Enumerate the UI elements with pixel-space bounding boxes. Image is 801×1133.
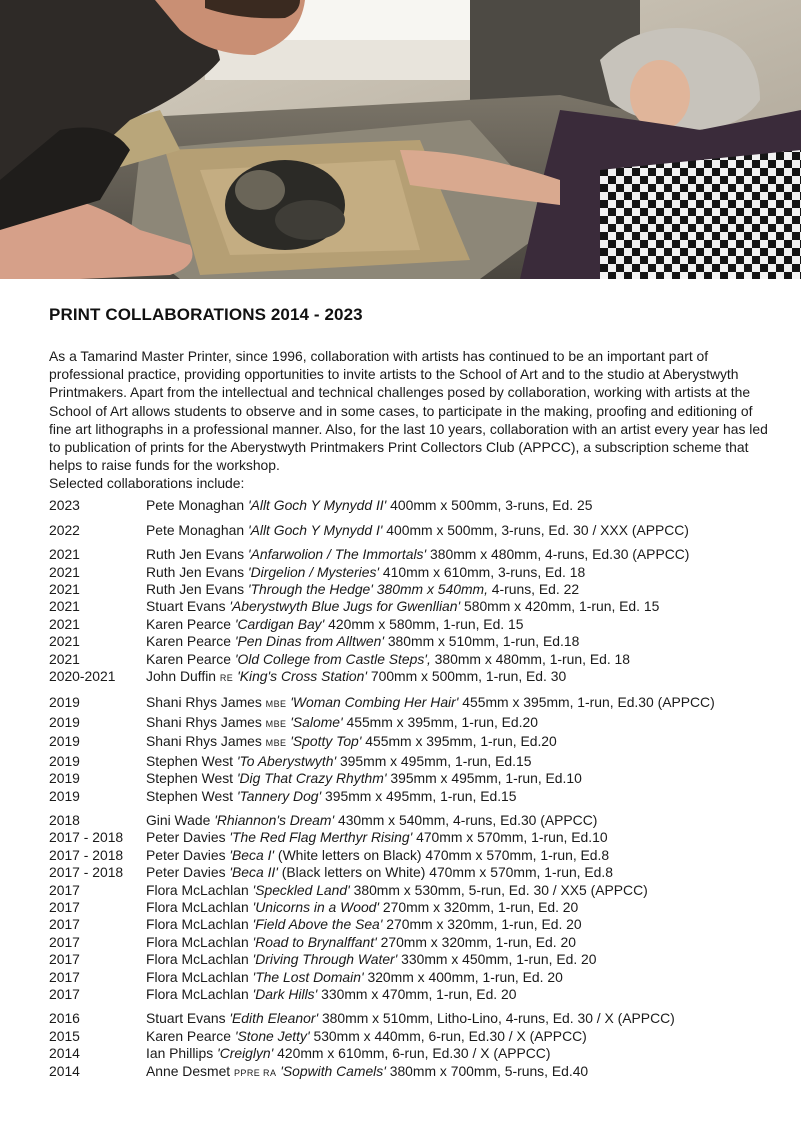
collab-description xyxy=(146,668,566,687)
collab-year: 2021 xyxy=(49,598,80,615)
collab-description xyxy=(146,934,576,951)
collab-year: 2019 xyxy=(49,713,80,730)
collab-description xyxy=(146,714,538,733)
collaboration-row xyxy=(49,1045,769,1062)
collab-details: 530mm x 440mm, 6-run, Ed.30 / X (APPCC) xyxy=(309,1027,587,1044)
collab-year: 2021 xyxy=(49,615,80,632)
collab-description xyxy=(146,598,659,615)
collab-year: 2014 xyxy=(49,1062,80,1079)
collab-details: (Black letters on White) 470mm x 570mm, 1-run, Ed.8 xyxy=(277,864,613,881)
collab-description xyxy=(146,694,715,713)
collaboration-row xyxy=(49,633,769,650)
collab-description xyxy=(146,564,585,581)
collab-artist: Karen Pearce xyxy=(146,633,231,650)
year-group xyxy=(49,694,769,804)
collab-title: 'Tannery Dog' xyxy=(236,787,322,804)
collab-honours: RE xyxy=(219,673,234,684)
collaboration-row xyxy=(49,770,769,787)
collaboration-row xyxy=(49,714,769,733)
collab-title: 'Road to Brynalffant' xyxy=(252,933,377,950)
collab-description xyxy=(146,882,648,899)
collab-title: 'Beca I' xyxy=(229,846,275,863)
collab-artist: Ian Phillips xyxy=(146,1045,214,1062)
collab-description xyxy=(146,864,613,881)
collab-details: 455mm x 395mm, 1-run, Ed.20 xyxy=(361,733,557,750)
collab-description xyxy=(146,733,557,752)
collaboration-row xyxy=(49,564,769,581)
collab-title: 'Rhiannon's Dream' xyxy=(214,811,335,828)
collab-title: 'Salome' xyxy=(290,713,343,730)
collab-year: 2017 xyxy=(49,951,80,968)
collaboration-row xyxy=(49,668,769,687)
collab-artist: Karen Pearce xyxy=(146,615,231,632)
collab-honours: MBE xyxy=(265,718,287,729)
collab-details: 330mm x 470mm, 1-run, Ed. 20 xyxy=(317,985,517,1002)
collab-details: 470mm x 570mm, 1-run, Ed.10 xyxy=(412,829,608,846)
collab-title: 'Stone Jetty' xyxy=(234,1027,310,1044)
year-group xyxy=(49,522,769,539)
collab-details: 455mm x 395mm, 1-run, Ed.20 xyxy=(342,713,538,730)
collaboration-row xyxy=(49,829,769,846)
collab-details: 4-runs, Ed. 22 xyxy=(487,581,580,598)
collaboration-row xyxy=(49,753,769,770)
collab-artist: Pete Monaghan xyxy=(146,521,245,538)
collab-details: 420mm x 610mm, 6-run, Ed.30 / X (APPCC) xyxy=(273,1045,551,1062)
collab-title: 'Edith Eleanor' xyxy=(229,1010,319,1027)
main-content xyxy=(49,305,769,1089)
collab-year: 2017 xyxy=(49,916,80,933)
collaboration-row xyxy=(49,864,769,881)
collab-artist: Stuart Evans xyxy=(146,598,226,615)
collab-title: 'Allt Goch Y Mynydd I' xyxy=(247,521,383,538)
collab-year: 2017 xyxy=(49,933,80,950)
collab-year: 2022 xyxy=(49,521,80,538)
collab-artist: Peter Davies xyxy=(146,864,226,881)
year-group xyxy=(49,497,769,514)
collab-year: 2015 xyxy=(49,1027,80,1044)
collaboration-row xyxy=(49,616,769,633)
collaboration-row xyxy=(49,733,769,752)
collab-description xyxy=(146,497,592,514)
collaboration-row xyxy=(49,1063,769,1082)
page-heading: PRINT COLLABORATIONS 2014 - 2023 xyxy=(49,305,363,324)
collab-title: 'King's Cross Station' xyxy=(237,668,368,685)
collab-description xyxy=(146,1063,588,1082)
collab-artist: Shani Rhys James xyxy=(146,733,262,750)
collab-details: 400mm x 500mm, 3-runs, Ed. 30 / XXX (APPCC) xyxy=(382,521,689,538)
collab-artist: Peter Davies xyxy=(146,829,226,846)
collab-year: 2017 xyxy=(49,985,80,1002)
collab-year: 2021 xyxy=(49,633,80,650)
collaboration-row xyxy=(49,546,769,563)
collaboration-row xyxy=(49,969,769,986)
collab-artist: Ruth Jen Evans xyxy=(146,581,245,598)
collab-description xyxy=(146,1028,587,1045)
collab-artist: Stuart Evans xyxy=(146,1010,226,1027)
collab-details: 320mm x 400mm, 1-run, Ed. 20 xyxy=(363,968,563,985)
collaboration-row xyxy=(49,1010,769,1027)
collab-artist: Stephen West xyxy=(146,752,233,769)
collab-year: 2021 xyxy=(49,650,80,667)
collab-title: 'Field Above the Sea' xyxy=(252,916,383,933)
collab-description xyxy=(146,788,517,805)
collab-title: 'Allt Goch Y Mynydd II' xyxy=(247,497,387,514)
collab-details: 380mm x 700mm, 5-runs, Ed.40 xyxy=(385,1062,589,1079)
collab-description xyxy=(146,1045,550,1062)
collab-details: 270mm x 320mm, 1-run, Ed. 20 xyxy=(379,898,579,915)
year-group xyxy=(49,546,769,687)
collab-year: 2021 xyxy=(49,563,80,580)
collab-year: 2016 xyxy=(49,1010,80,1027)
collab-details: (White letters on Black) 470mm x 570mm, 1-run, Ed.8 xyxy=(274,846,610,863)
collab-artist: Flora McLachlan xyxy=(146,968,249,985)
collab-title: 'The Lost Domain' xyxy=(252,968,364,985)
collab-details: 380mm x 480mm, 1-run, Ed. 18 xyxy=(430,650,630,667)
collab-year: 2020-2021 xyxy=(49,668,116,685)
collab-year: 2017 - 2018 xyxy=(49,846,124,863)
collaboration-row xyxy=(49,522,769,539)
collab-honours: MBE xyxy=(265,699,287,710)
collab-title: 'Old College from Castle Steps', xyxy=(234,650,431,667)
collab-description xyxy=(146,847,609,864)
collab-description xyxy=(146,899,578,916)
collab-details: 455mm x 395mm, 1-run, Ed.30 (APPCC) xyxy=(458,694,715,711)
collab-year: 2019 xyxy=(49,770,80,787)
collab-artist: Karen Pearce xyxy=(146,650,231,667)
collab-details: 430mm x 540mm, 4-runs, Ed.30 (APPCC) xyxy=(334,811,598,828)
collab-title: 'Pen Dinas from Alltwen' xyxy=(234,633,384,650)
collab-description xyxy=(146,753,531,770)
collab-title: 'Through the Hedge' 380mm x 540mm, xyxy=(247,581,488,598)
collab-description xyxy=(146,581,579,598)
collab-description xyxy=(146,812,597,829)
collab-details: 270mm x 320mm, 1-run, Ed. 20 xyxy=(376,933,576,950)
collab-artist: Flora McLachlan xyxy=(146,916,249,933)
collab-title: 'Aberystwyth Blue Jugs for Gwenllian' xyxy=(229,598,461,615)
collaboration-row xyxy=(49,882,769,899)
header-photo xyxy=(0,0,801,279)
collab-year: 2014 xyxy=(49,1045,80,1062)
collab-artist: Ruth Jen Evans xyxy=(146,563,245,580)
collab-details: 380mm x 510mm, Litho-Lino, 4-runs, Ed. 30 / X (APPCC) xyxy=(318,1010,675,1027)
collab-description xyxy=(146,951,597,968)
collab-artist: Peter Davies xyxy=(146,846,226,863)
collaboration-row xyxy=(49,598,769,615)
collab-description xyxy=(146,916,582,933)
collab-artist: Shani Rhys James xyxy=(146,694,262,711)
collab-details: 395mm x 495mm, 1-run, Ed.10 xyxy=(386,770,582,787)
collab-description xyxy=(146,770,582,787)
collab-details: 420mm x 580mm, 1-run, Ed. 15 xyxy=(324,615,524,632)
collaboration-row xyxy=(49,812,769,829)
collab-title: 'Cardigan Bay' xyxy=(234,615,325,632)
collab-title: 'Anfarwolion / The Immortals' xyxy=(247,546,427,563)
collab-description xyxy=(146,986,516,1003)
collaboration-row xyxy=(49,934,769,951)
collab-artist: Flora McLachlan xyxy=(146,881,249,898)
collaboration-row xyxy=(49,986,769,1003)
collab-description xyxy=(146,829,608,846)
collaboration-row xyxy=(49,847,769,864)
collab-year: 2018 xyxy=(49,811,80,828)
collab-title: 'Driving Through Water' xyxy=(252,951,398,968)
collab-artist: Pete Monaghan xyxy=(146,497,245,514)
collab-description xyxy=(146,522,689,539)
collab-details: 580mm x 420mm, 1-run, Ed. 15 xyxy=(460,598,660,615)
collab-details: 380mm x 480mm, 4-runs, Ed.30 (APPCC) xyxy=(426,546,690,563)
collab-description xyxy=(146,1010,675,1027)
collab-honours: PPRE RA xyxy=(234,1067,277,1078)
collab-details: 400mm x 500mm, 3-runs, Ed. 25 xyxy=(386,497,593,514)
collab-title: 'Dirgelion / Mysteries' xyxy=(247,563,380,580)
year-group xyxy=(49,812,769,1003)
collaboration-row xyxy=(49,788,769,805)
collaboration-row xyxy=(49,694,769,713)
collab-artist: Ruth Jen Evans xyxy=(146,546,245,563)
collab-artist: Stephen West xyxy=(146,787,233,804)
collab-artist: Stephen West xyxy=(146,770,233,787)
collab-year: 2019 xyxy=(49,733,80,750)
collab-title: 'Dig That Crazy Rhythm' xyxy=(236,770,387,787)
collab-year: 2021 xyxy=(49,546,80,563)
collab-details: 395mm x 495mm, 1-run, Ed.15 xyxy=(321,787,517,804)
collab-title: 'The Red Flag Merthyr Rising' xyxy=(229,829,413,846)
collab-details: 700mm x 500mm, 1-run, Ed. 30 xyxy=(367,668,567,685)
collab-artist: Flora McLachlan xyxy=(146,933,249,950)
collaboration-row xyxy=(49,651,769,668)
collab-title: 'Speckled Land' xyxy=(252,881,350,898)
collab-year: 2017 xyxy=(49,898,80,915)
collab-description xyxy=(146,546,689,563)
collab-artist: Shani Rhys James xyxy=(146,713,262,730)
collab-details: 410mm x 610mm, 3-runs, Ed. 18 xyxy=(379,563,586,580)
collab-artist: John Duffin xyxy=(146,668,217,685)
collab-title: 'Unicorns in a Wood' xyxy=(252,898,380,915)
collaboration-row xyxy=(49,581,769,598)
collab-artist: Gini Wade xyxy=(146,811,211,828)
collab-year: 2017 - 2018 xyxy=(49,864,124,881)
collab-year: 2017 - 2018 xyxy=(49,829,124,846)
collab-year: 2019 xyxy=(49,694,80,711)
collab-artist: Flora McLachlan xyxy=(146,985,249,1002)
collaborations-list xyxy=(49,497,769,1082)
collaboration-row xyxy=(49,1028,769,1045)
collab-title: 'Woman Combing Her Hair' xyxy=(290,694,459,711)
collab-details: 395mm x 495mm, 1-run, Ed.15 xyxy=(336,752,532,769)
collab-artist: Flora McLachlan xyxy=(146,951,249,968)
collab-title: 'Dark Hills' xyxy=(252,985,318,1002)
collab-artist: Flora McLachlan xyxy=(146,898,249,915)
collab-description xyxy=(146,616,523,633)
collab-year: 2021 xyxy=(49,581,80,598)
collab-artist: Karen Pearce xyxy=(146,1027,231,1044)
collab-artist: Anne Desmet xyxy=(146,1062,231,1079)
collab-year: 2017 xyxy=(49,968,80,985)
collab-description xyxy=(146,651,630,668)
collab-year: 2023 xyxy=(49,497,80,514)
collab-description xyxy=(146,633,579,650)
collaboration-row xyxy=(49,951,769,968)
collaboration-row xyxy=(49,497,769,514)
collab-title: 'Creiglyn' xyxy=(217,1045,274,1062)
collab-description xyxy=(146,969,563,986)
collaboration-row xyxy=(49,899,769,916)
collab-year: 2017 xyxy=(49,881,80,898)
selected-label: Selected collaborations include: xyxy=(49,475,245,492)
collab-title: 'Spotty Top' xyxy=(290,733,362,750)
collab-title: 'Sopwith Camels' xyxy=(280,1062,386,1079)
collab-title: 'To Aberystwyth' xyxy=(236,752,337,769)
intro-paragraph: As a Tamarind Master Printer, since 1996, collaboration with artists has continued to be an important part of professional practice, providing opportunities to invite artists to the School of Art and to the studio at Aberystwyth Printmakers. Apart from the intellectual and technical challenges posed by collaboration, working with artists at the School of Art allows students to observe and in some cases, to participate in the making, proofing and editioning of fine art lithographs in a professional manner. Also, for the last 10 years, collaboration with an artist every year has led to publication of prints for the Aberystwyth Printmakers Print Collectors Club (APPCC), a subscription scheme that helps to raise funds for the workshop. xyxy=(49,348,768,474)
collaboration-row xyxy=(49,916,769,933)
collab-details: 270mm x 320mm, 1-run, Ed. 20 xyxy=(382,916,582,933)
collab-honours: MBE xyxy=(265,738,287,749)
collab-title: 'Beca II' xyxy=(229,864,278,881)
collab-year: 2019 xyxy=(49,752,80,769)
collab-year: 2019 xyxy=(49,787,80,804)
collab-details: 380mm x 530mm, 5-run, Ed. 30 / XX5 (APPCC) xyxy=(349,881,648,898)
year-group xyxy=(49,1010,769,1082)
collab-details: 330mm x 450mm, 1-run, Ed. 20 xyxy=(397,951,597,968)
collab-details: 380mm x 510mm, 1-run, Ed.18 xyxy=(383,633,580,650)
